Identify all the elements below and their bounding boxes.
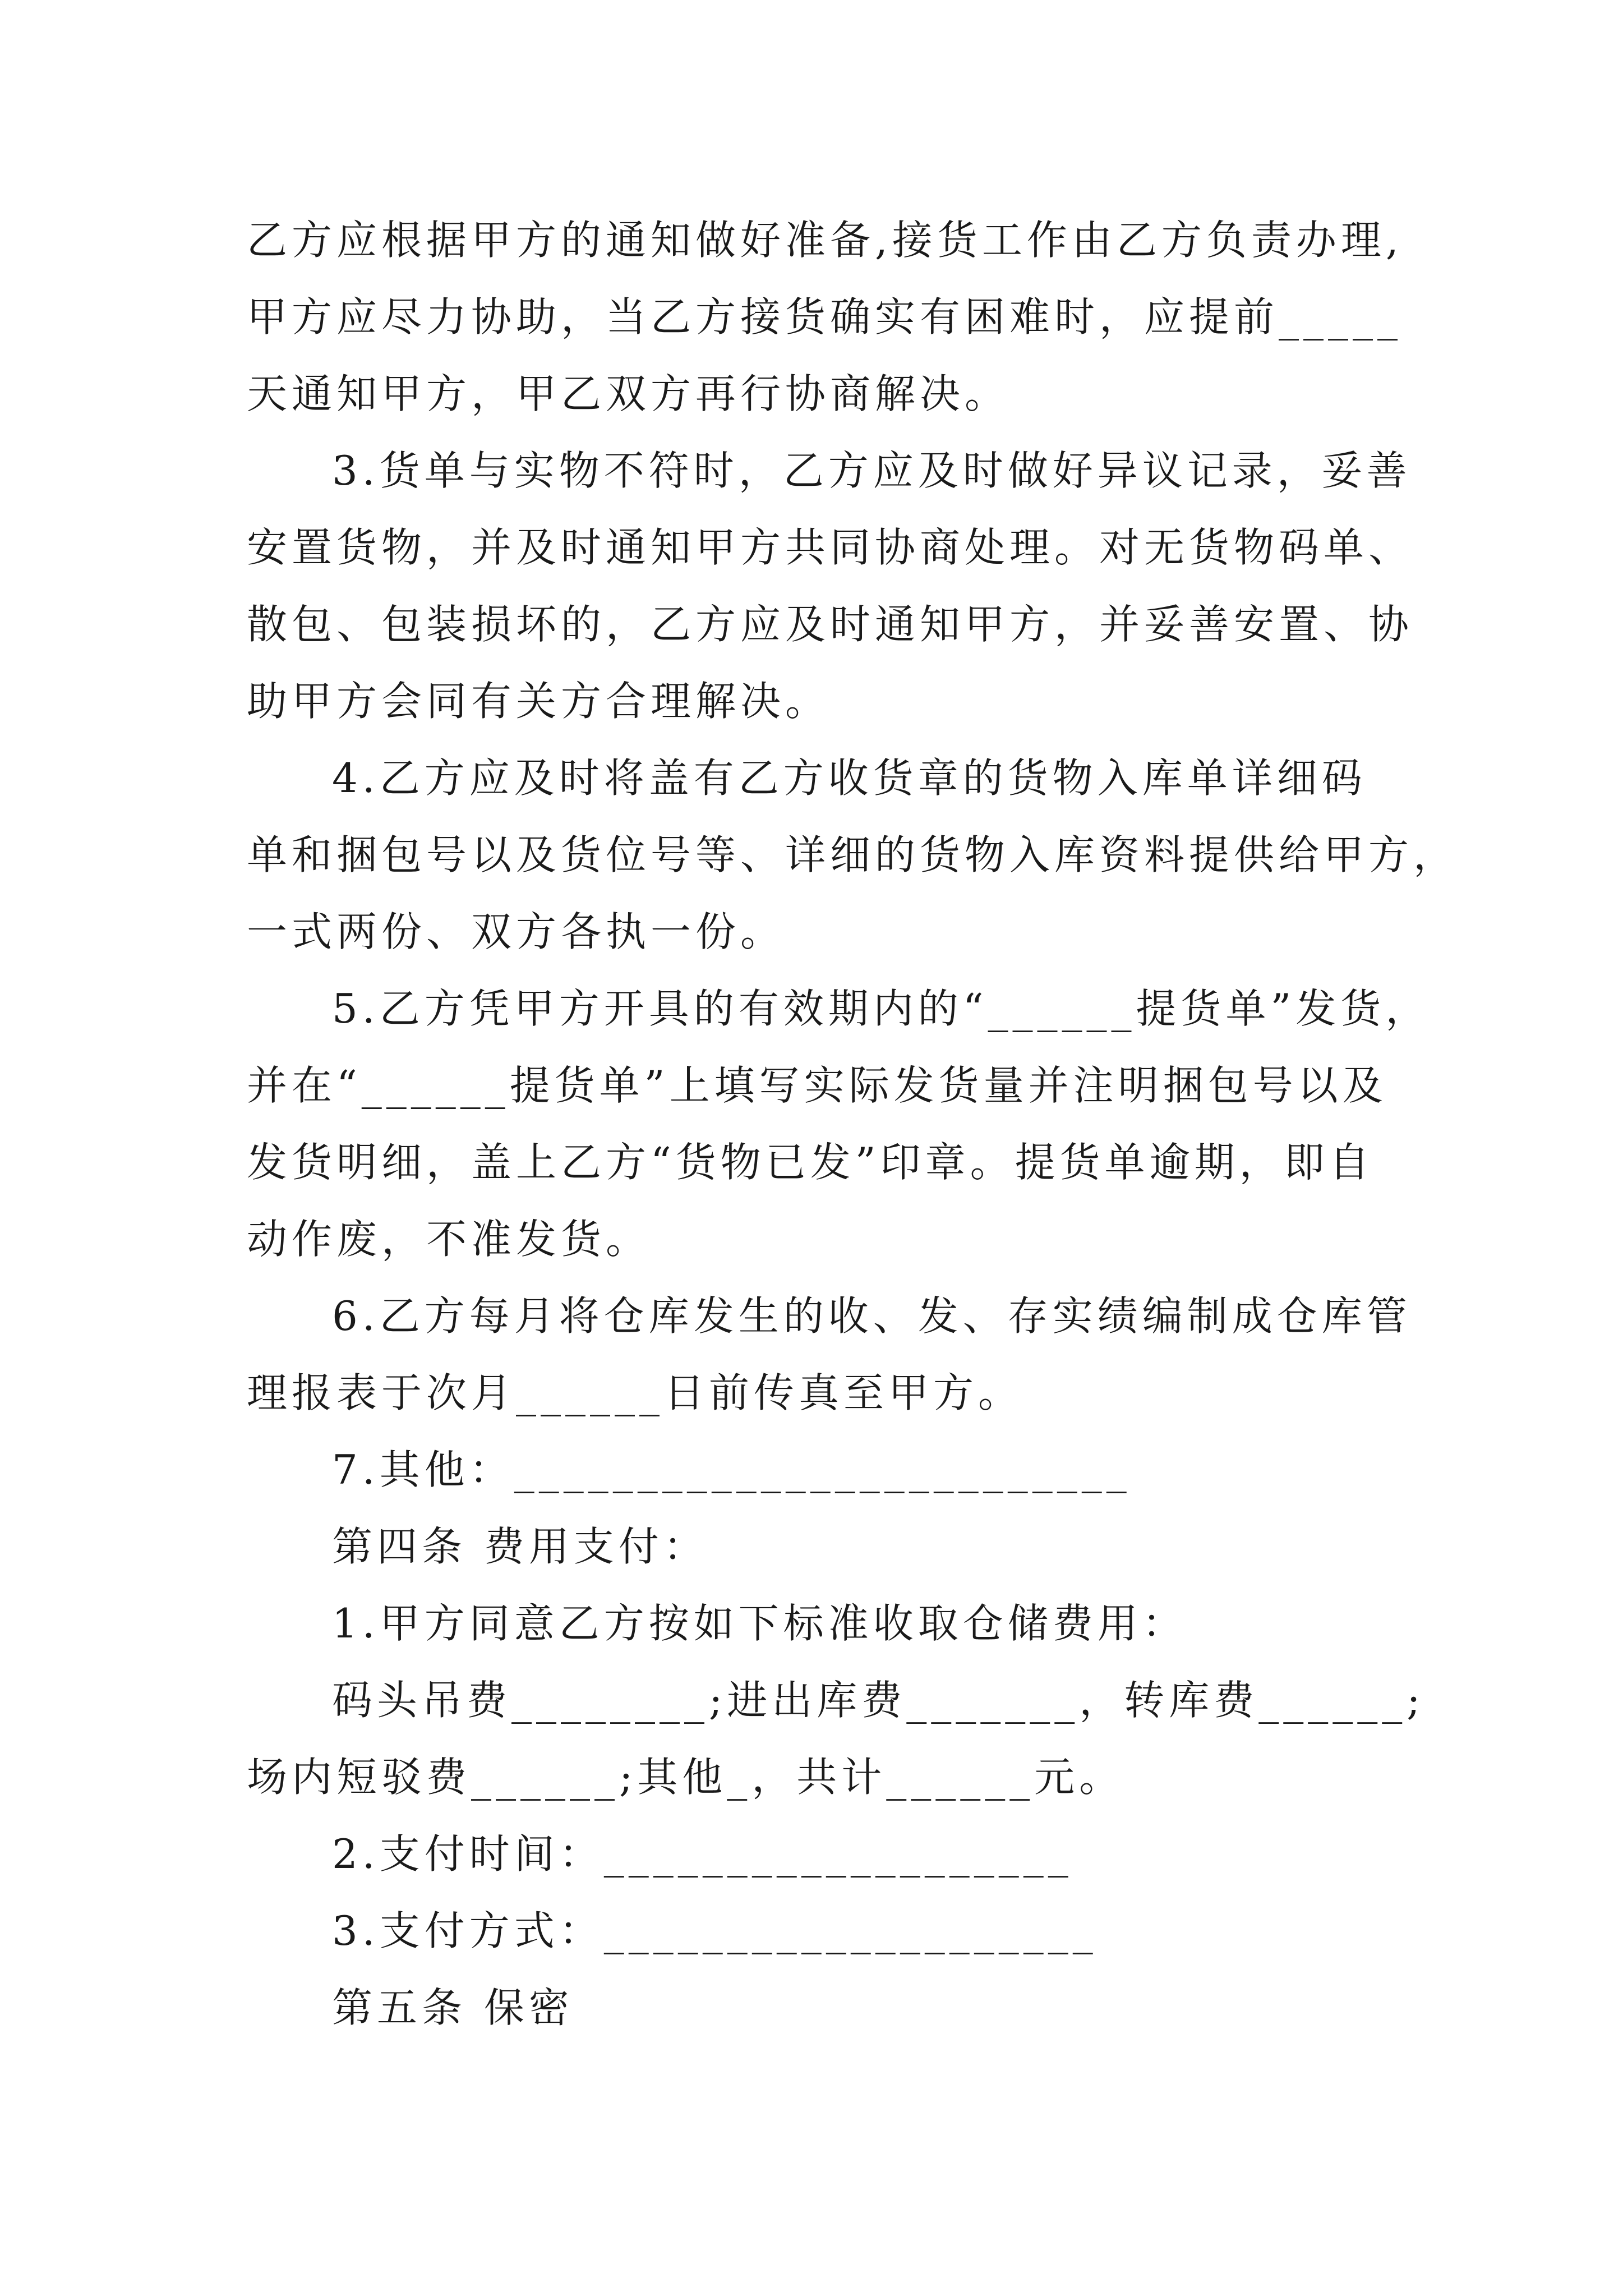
- text-line: 场内短驳费______;其他_，共计______元。: [247, 1754, 1124, 1801]
- article-4-heading: 第四条 费用支付：: [332, 1523, 708, 1570]
- fee-item-1-line: 1.甲方同意乙方按如下标准收取仓储费用：: [332, 1600, 1187, 1647]
- text-line: 助甲方会同有关方合理解决。: [247, 678, 831, 725]
- payment-time-line: 2.支付时间：___________________: [332, 1830, 1073, 1878]
- article-5-heading: 第五条 保密: [332, 1984, 574, 2031]
- clause-4-line: 4.乙方应及时将盖有乙方收货章的货物入库单详细码: [332, 754, 1367, 802]
- text-line: 一式两份、双方各执一份。: [247, 908, 786, 955]
- text-line: 单和捆包号以及货位号等、详细的货物入库资料提供给甲方，: [247, 831, 1459, 878]
- clause-3-line: 3.货单与实物不符时，乙方应及时做好异议记录，妥善: [332, 447, 1412, 494]
- text-line: 甲方应尽力协助，当乙方接货确实有困难时，应提前_____: [247, 293, 1403, 341]
- text-line: 安置货物，并及时通知甲方共同协商处理。对无货物码单、: [247, 524, 1414, 571]
- text-line: 乙方应根据甲方的通知做好准备,接货工作由乙方负责办理,: [247, 217, 1403, 264]
- text-line: 动作废，不准发货。: [247, 1216, 651, 1263]
- document-body: [247, 202, 1459, 2046]
- text-line: 并在“______提货单”上填写实际发货量并注明捆包号以及: [247, 1062, 1387, 1109]
- payment-method-line: 3.支付方式：____________________: [332, 1907, 1098, 1954]
- text-line: 散包、包装损坏的，乙方应及时通知甲方，并妥善安置、协: [247, 601, 1414, 648]
- fee-details-line: 码头吊费________;进出库费_______，转库费______;: [332, 1677, 1425, 1724]
- text-line: 天通知甲方，甲乙双方再行协商解决。: [247, 370, 1010, 417]
- text-line: 理报表于次月______日前传真至甲方。: [247, 1369, 1023, 1416]
- clause-7-line: 7.其他：_________________________: [332, 1446, 1131, 1493]
- text-line: 发货明细，盖上乙方“货物已发”印章。提货单逾期，即自: [247, 1139, 1374, 1186]
- clause-5-line: 5.乙方凭甲方开具的有效期内的“______提货单”发货，: [332, 985, 1431, 1032]
- clause-6-line: 6.乙方每月将仓库发生的收、发、存实绩编制成仓库管: [332, 1292, 1412, 1340]
